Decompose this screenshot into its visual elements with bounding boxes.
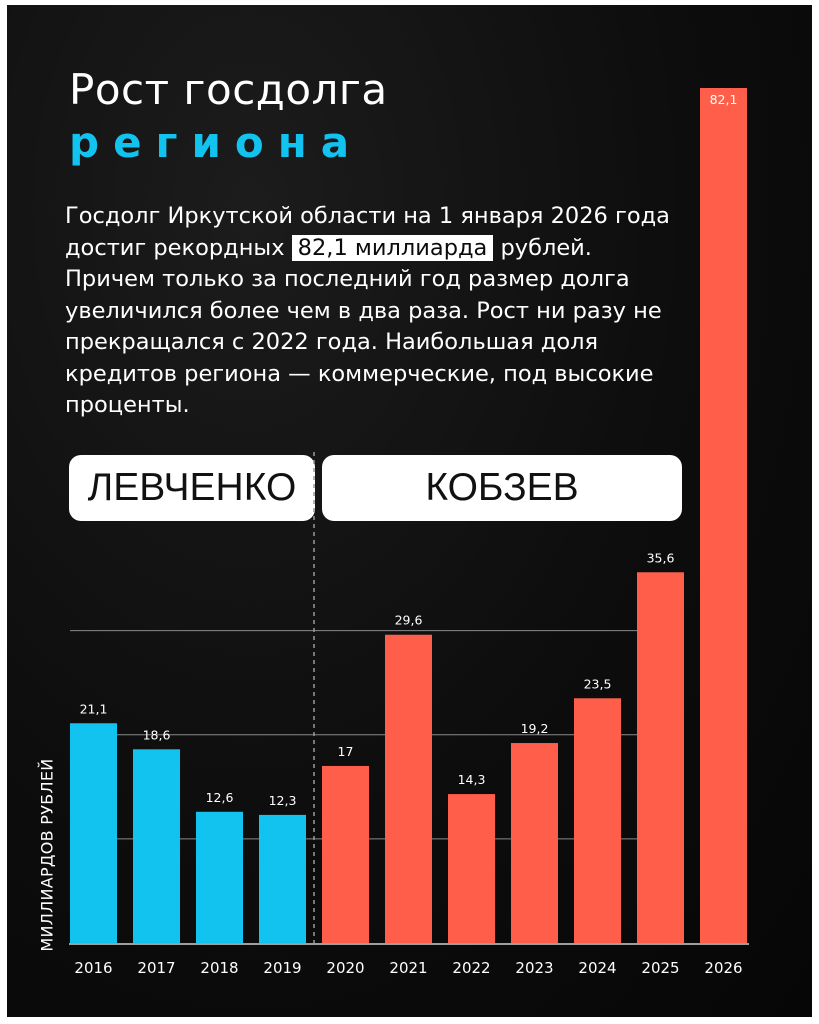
description-text-cont: рублей. Причем только за последний год размер долга увеличился более чем в два раза. Рост ни разу не прекращался с 2022 года. Наибольшая доля кредитов региона — коммерческие, под высокие проценты. [65,234,662,418]
category-label-2022: 2022 [452,959,491,977]
value-label-2024: 23,5 [583,676,612,692]
bar-chart [7,5,812,1017]
bar-2018 [196,812,243,943]
value-label-2019: 12,3 [268,792,297,808]
title: Рост госдолга [69,65,388,114]
bar-2017 [133,749,180,943]
value-label-2023: 19,2 [520,721,549,737]
category-label-2019: 2019 [263,959,302,977]
value-label-2026: 82,1 [709,92,738,107]
value-label-2016: 21,1 [79,701,108,717]
category-label-2024: 2024 [578,959,617,977]
period-label-kobzev: КОБЗЕВ [322,455,682,521]
bar-2022 [448,794,495,943]
category-label-2018: 2018 [200,959,239,977]
value-label-2018: 12,6 [205,789,234,805]
description-text: Госдолг Иркутской области на 1 января 2026 года достиг рекордных [65,203,670,261]
category-label-2026: 2026 [704,959,743,977]
category-label-2016: 2016 [74,959,113,977]
bar-2020 [322,766,369,943]
bar-2023 [511,743,558,943]
category-label-2025: 2025 [641,959,680,977]
value-label-2021: 29,6 [394,612,423,628]
category-label-2017: 2017 [137,959,176,977]
bar-2019 [259,815,306,943]
period-label-levchenko: ЛЕВЧЕНКО [69,455,315,521]
category-label-2023: 2023 [515,959,554,977]
bar-2024 [574,698,621,943]
value-label-2022: 14,3 [457,772,486,788]
bar-2025 [637,572,684,943]
highlight-amount: 82,1 миллиарда [292,235,494,261]
infographic-card [7,5,812,1017]
bar-2026 [700,88,747,943]
value-label-2017: 18,6 [142,727,171,743]
subtitle: региона [69,118,364,167]
bar-2016 [70,723,117,943]
category-label-2021: 2021 [389,959,428,977]
category-label-2020: 2020 [326,959,365,977]
value-label-2025: 35,6 [646,550,675,566]
y-axis-label: МИЛЛИАРДОВ РУБЛЕЙ [37,758,57,952]
value-label-2020: 17 [337,743,354,759]
bar-2021 [385,635,432,943]
